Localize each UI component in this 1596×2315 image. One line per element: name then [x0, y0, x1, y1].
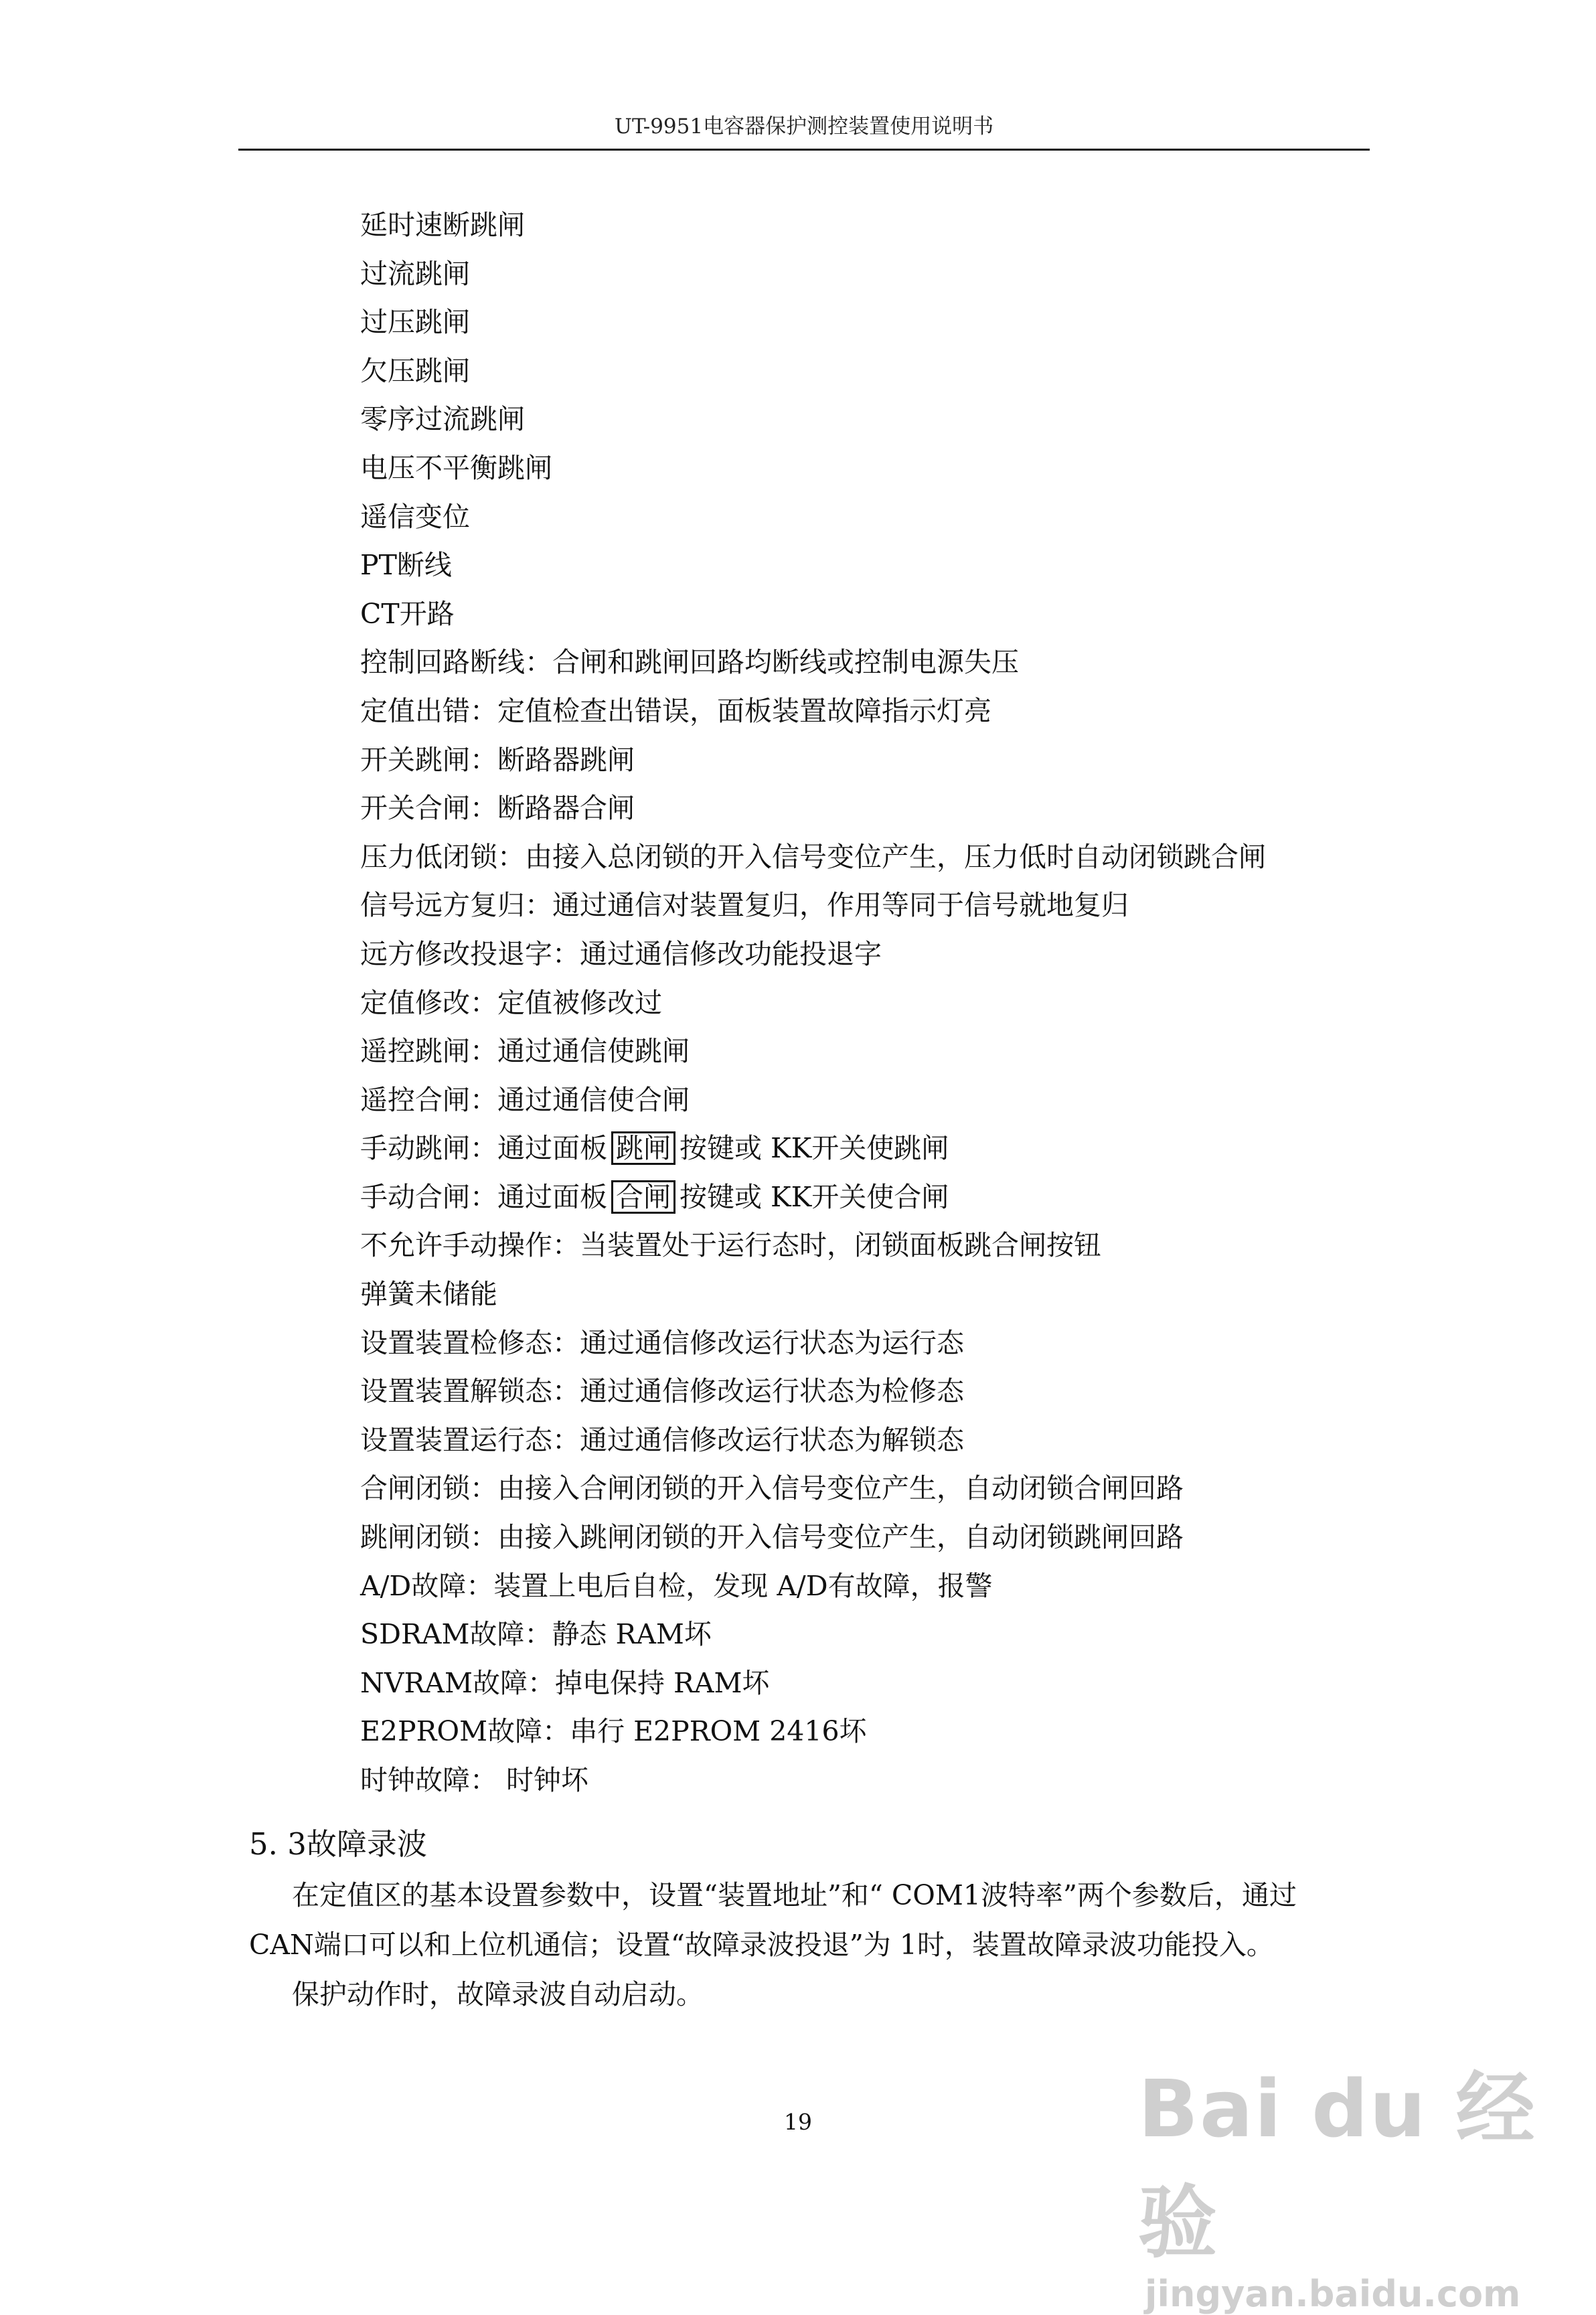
page-number: 19 [784, 2109, 812, 2135]
list-item: 时钟故障： 时钟坏 [360, 1764, 589, 1796]
list-item: 定值修改：定值被修改过 [360, 986, 662, 1019]
trip-key-label: 跳闸 [611, 1131, 675, 1165]
list-item: A/D故障：装置上电后自检，发现 A/D有故障，报警 [360, 1569, 993, 1602]
close-key-label: 合闸 [611, 1180, 675, 1214]
section-paragraph-line-2: CAN端口可以和上位机通信；设置“故障录波投退”为 1时，装置故障录波功能投入。 [249, 1929, 1274, 1961]
list-item: 信号远方复归：通过通信对装置复归，作用等同于信号就地复归 [360, 889, 1129, 922]
baidu-jingyan-watermark [1138, 2045, 1596, 2315]
list-item: 遥信变位 [360, 500, 470, 533]
list-item: 压力低闭锁：由接入总闭锁的开入信号变位产生，压力低时自动闭锁跳合闸 [360, 840, 1266, 873]
manual-trip-suffix: 按键或 KK开关使跳闸 [680, 1132, 949, 1165]
list-item: 遥控合闸：通过通信使合闸 [360, 1083, 690, 1116]
list-item: 电压不平衡跳闸 [360, 451, 552, 484]
section-paragraph-line-3: 保护动作时，故障录波自动启动。 [292, 1978, 704, 2010]
list-item: 不允许手动操作：当装置处于运行态时，闭锁面板跳合闸按钮 [360, 1229, 1101, 1262]
event-list [360, 201, 1266, 1805]
list-item: 设置装置解锁态：通过通信修改运行状态为检修态 [360, 1375, 964, 1408]
list-item: 零序过流跳闸 [360, 403, 525, 436]
list-item: 过流跳闸 [360, 257, 470, 290]
section-heading: 5. 3故障录波 [249, 1826, 427, 1862]
list-item-manual-close [360, 1173, 1266, 1222]
list-item: 合闸闭锁：由接入合闸闭锁的开入信号变位产生，自动闭锁合闸回路 [360, 1472, 1184, 1505]
list-item: 设置装置检修态：通过通信修改运行状态为运行态 [360, 1326, 964, 1359]
list-item: 弹簧未储能 [360, 1278, 497, 1311]
list-item: 控制回路断线：合闸和跳闸回路均断线或控制电源失压 [360, 646, 1019, 679]
header-rule [238, 149, 1370, 151]
list-item: 开关跳闸：断路器跳闸 [360, 743, 635, 776]
list-item: 跳闸闭锁：由接入跳闸闭锁的开入信号变位产生，自动闭锁跳闸回路 [360, 1521, 1184, 1554]
list-item: 欠压跳闸 [360, 354, 470, 387]
document-header-title: UT-9951电容器保护测控装置使用说明书 [614, 114, 994, 139]
list-item: 远方修改投退字：通过通信修改功能投退字 [360, 937, 882, 970]
list-item: 开关合闸：断路器合闸 [360, 792, 635, 825]
manual-close-suffix: 按键或 KK开关使合闸 [680, 1180, 949, 1213]
list-item: 过压跳闸 [360, 306, 470, 339]
manual-close-prefix: 手动合闸：通过面板 [360, 1180, 607, 1213]
watermark-url: jingyan.baidu.com [1145, 2273, 1521, 2315]
manual-trip-prefix: 手动跳闸：通过面板 [360, 1132, 607, 1165]
list-item: 定值出错：定值检查出错误，面板装置故障指示灯亮 [360, 694, 991, 727]
list-item: SDRAM故障：静态 RAM坏 [360, 1618, 712, 1651]
list-item-manual-trip [360, 1124, 1266, 1173]
list-item: 遥控跳闸：通过通信使跳闸 [360, 1035, 690, 1068]
list-item: CT开路 [360, 597, 455, 630]
list-item: NVRAM故障：掉电保持 RAM坏 [360, 1666, 770, 1699]
watermark-logo: Bai du 经验 [1138, 2063, 1536, 2269]
list-item: 延时速断跳闸 [360, 209, 525, 241]
list-item: PT断线 [360, 549, 452, 582]
section-paragraph-line-1: 在定值区的基本设置参数中，设置“装置地址”和“ COM1波特率”两个参数后，通过 [292, 1879, 1297, 1911]
list-item: E2PROM故障：串行 E2PROM 2416坏 [360, 1715, 867, 1748]
list-item: 设置装置运行态：通过通信修改运行状态为解锁态 [360, 1423, 964, 1456]
